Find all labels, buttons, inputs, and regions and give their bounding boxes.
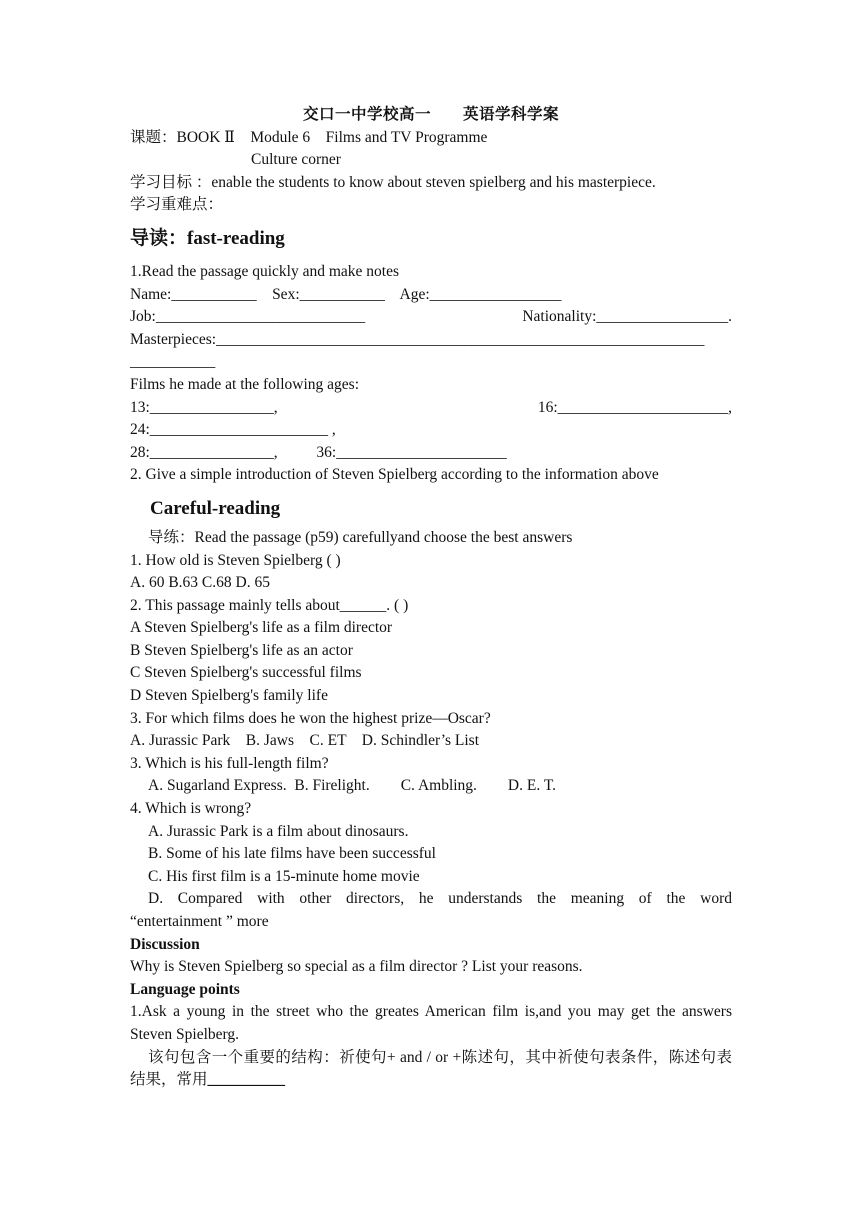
age-24-field: 24:_______________________ , <box>130 421 336 439</box>
discussion-heading: Discussion <box>130 935 200 953</box>
masterpieces-field: Masterpieces:_______________________________________________________________ <box>130 330 705 348</box>
careful-reading-heading: Careful-reading <box>150 497 281 519</box>
ages-intro: Films he made at the following ages: <box>130 375 360 393</box>
fast-reading-heading: 导读：fast-reading <box>130 227 285 249</box>
question-2: 2. This passage mainly tells about______. ( ) <box>130 596 409 614</box>
language-point-blank: __________ <box>207 1071 286 1089</box>
question-2-option-d: D Steven Spielberg's family life <box>130 687 328 705</box>
topic-line: 课题：BOOK Ⅱ Module 6 Films and TV Programme <box>130 128 488 146</box>
question-2-option-a: A Steven Spielberg's life as a film director <box>130 619 393 637</box>
language-point-1: 1.Ask a young in the street who the greates American film is,and you may get the answers Steven Spielberg. <box>130 1003 732 1043</box>
ages-13-16 <box>130 397 732 420</box>
document-page <box>130 104 732 1092</box>
question-2-option-c: C Steven Spielberg's successful films <box>130 664 362 682</box>
question-3a: 3. For which films does he won the highest prize—Oscar? <box>130 709 491 727</box>
discussion-text: Why is Steven Spielberg so special as a film director ? List your reasons. <box>130 958 583 976</box>
question-2-option-b: B Steven Spielberg's life as an actor <box>130 641 353 659</box>
language-points-heading: Language points <box>130 980 240 998</box>
language-point-note-text: 该句包含一个重要的结构：祈使句+ and / or +陈述句，其中祈使句表条件，陈述句表结果，常用 <box>130 1048 732 1089</box>
notes-name-sex-age: Name:___________ Sex:___________ Age:_________________ <box>130 285 562 303</box>
question-1-options: A. 60 B.63 C.68 D. 65 <box>130 574 270 592</box>
question-3a-options: A. Jurassic Park B. Jaws C. ET D. Schindler’s List <box>130 732 480 750</box>
age-28-36-field: 28:________________, 36:______________________ <box>130 443 507 461</box>
question-4-option-d: D. Compared with other directors, he understands the meaning of the word <box>148 890 732 908</box>
question-4: 4. Which is wrong? <box>130 800 252 818</box>
careful-reading-instruction: 导练：Read the passage (p59) carefullyand choose the best answers <box>148 528 573 546</box>
fast-reading-instruction: 1.Read the passage quickly and make notes <box>130 262 400 280</box>
question-4-option-c: C. His first film is a 15-minute home movie <box>148 867 420 885</box>
question-4-option-d-continued: “entertainment ” more <box>130 913 269 930</box>
task-2: 2. Give a simple introduction of Steven Spielberg according to the information above <box>130 466 659 484</box>
age-13-field: 13:________________, <box>130 398 278 416</box>
question-3b-options: A. Sugarland Express. B. Firelight. C. Ambling. D. E. T. <box>148 777 557 795</box>
job-field: Job:___________________________ <box>130 308 366 326</box>
question-3b: 3. Which is his full-length film? <box>130 754 329 772</box>
language-point-note <box>130 1047 732 1092</box>
nationality-field: Nationality:_________________. <box>522 308 732 326</box>
masterpieces-continued: ___________ <box>130 353 216 371</box>
question-4-option-a: A. Jurassic Park is a film about dinosaurs. <box>148 822 409 840</box>
age-16-field: 16:______________________, <box>537 398 732 416</box>
key-difficulties: 学习重难点： <box>130 196 224 214</box>
question-1: 1. How old is Steven Spielberg ( ) <box>130 551 341 569</box>
notes-job-nationality <box>130 306 732 329</box>
learning-objective: 学习目标 ：enable the students to know about steven spielberg and his masterpiece. <box>130 173 656 191</box>
document-title: 交口一中学校高一 英语学科学案 <box>302 106 559 123</box>
question-4-option-b: B. Some of his late films have been successful <box>148 845 436 863</box>
topic-subtitle: Culture corner <box>251 151 341 169</box>
